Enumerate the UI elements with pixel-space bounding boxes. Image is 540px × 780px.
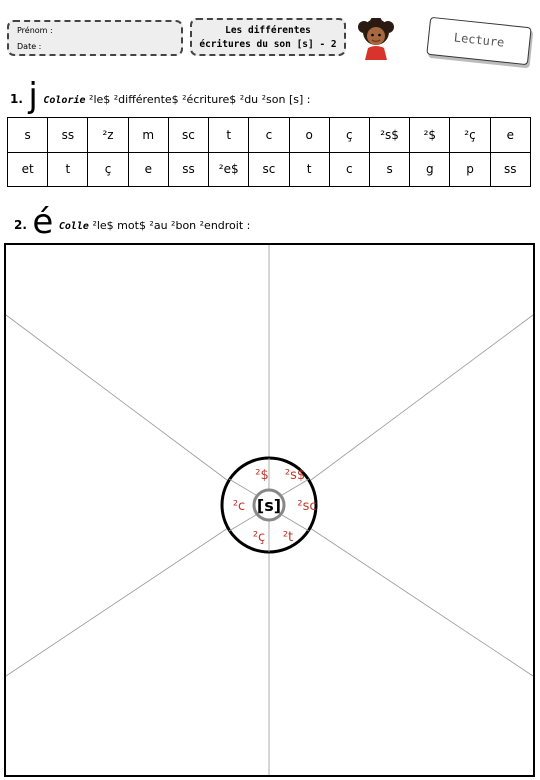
grid-cell[interactable]: ss	[490, 152, 530, 187]
grid-cell[interactable]: ç	[88, 152, 128, 187]
name-date-box	[7, 20, 183, 56]
grid-cell[interactable]: c	[249, 118, 289, 153]
exercise-1-instruction	[10, 76, 311, 116]
title-box	[190, 18, 346, 56]
grid-cell[interactable]: ²z	[88, 118, 128, 153]
grid-cell[interactable]: e	[490, 118, 530, 153]
grid-cell[interactable]: ²ç	[450, 118, 490, 153]
exercise-1-text: ²le$ ²différente$ ²écriture$ ²du ²son [s] :	[89, 93, 311, 106]
sound-grid	[7, 117, 531, 187]
exercise-1-verb: Colorie	[43, 95, 86, 106]
grid-cell[interactable]: p	[450, 152, 490, 187]
grid-cell[interactable]: ²e$	[209, 152, 249, 187]
title-line-2: écritures du son [s] - 2	[199, 39, 337, 50]
grid-cell[interactable]: ss	[168, 152, 208, 187]
grid-cell[interactable]: e	[128, 152, 168, 187]
exercise-1-number: 1.	[10, 92, 23, 106]
wheel-label: ²ç	[252, 530, 266, 545]
exercise-2-number: 2.	[14, 218, 27, 232]
exercise-2-instruction	[14, 202, 250, 242]
grid-cell[interactable]: c	[329, 152, 369, 187]
grid-cell[interactable]: m	[128, 118, 168, 153]
grid-cell[interactable]: sc	[168, 118, 208, 153]
grid-cell[interactable]: g	[410, 152, 450, 187]
exercise-2-verb: Colle	[58, 221, 89, 232]
grid-cell[interactable]: s	[369, 152, 409, 187]
exercise-1-glyph: j	[28, 76, 38, 116]
lecture-badge: Lecture	[426, 17, 531, 65]
grid-cell[interactable]: o	[289, 118, 329, 153]
grid-cell[interactable]: t	[48, 152, 88, 187]
grid-cell[interactable]: t	[209, 118, 249, 153]
grid-cell[interactable]: ²s$	[369, 118, 409, 153]
wheel-label: ²c	[232, 499, 246, 514]
child-avatar-icon	[356, 18, 396, 60]
wheel-center-label: [s]	[256, 496, 282, 515]
grid-row-1	[8, 118, 531, 153]
grid-cell[interactable]: sc	[249, 152, 289, 187]
exercise-2-glyph: é	[32, 202, 54, 242]
wheel-label: ²$	[255, 468, 269, 483]
date-label: Date :	[17, 42, 42, 51]
wheel-label: ²t	[282, 530, 294, 545]
prenom-label: Prénom :	[17, 26, 53, 35]
grid-cell[interactable]: s	[8, 118, 48, 153]
wheel-label: ²sc	[297, 499, 317, 514]
grid-cell[interactable]: ss	[48, 118, 88, 153]
grid-cell[interactable]: t	[289, 152, 329, 187]
exercise-2-text: ²le$ mot$ ²au ²bon ²endroit :	[92, 219, 251, 232]
wheel-label: ²s$	[284, 468, 306, 483]
sorting-board	[4, 243, 535, 777]
title-line-1: Les différentes	[225, 25, 311, 36]
grid-cell[interactable]: ²$	[410, 118, 450, 153]
grid-cell[interactable]: et	[8, 152, 48, 187]
grid-cell[interactable]: ç	[329, 118, 369, 153]
grid-row-2	[8, 152, 531, 187]
